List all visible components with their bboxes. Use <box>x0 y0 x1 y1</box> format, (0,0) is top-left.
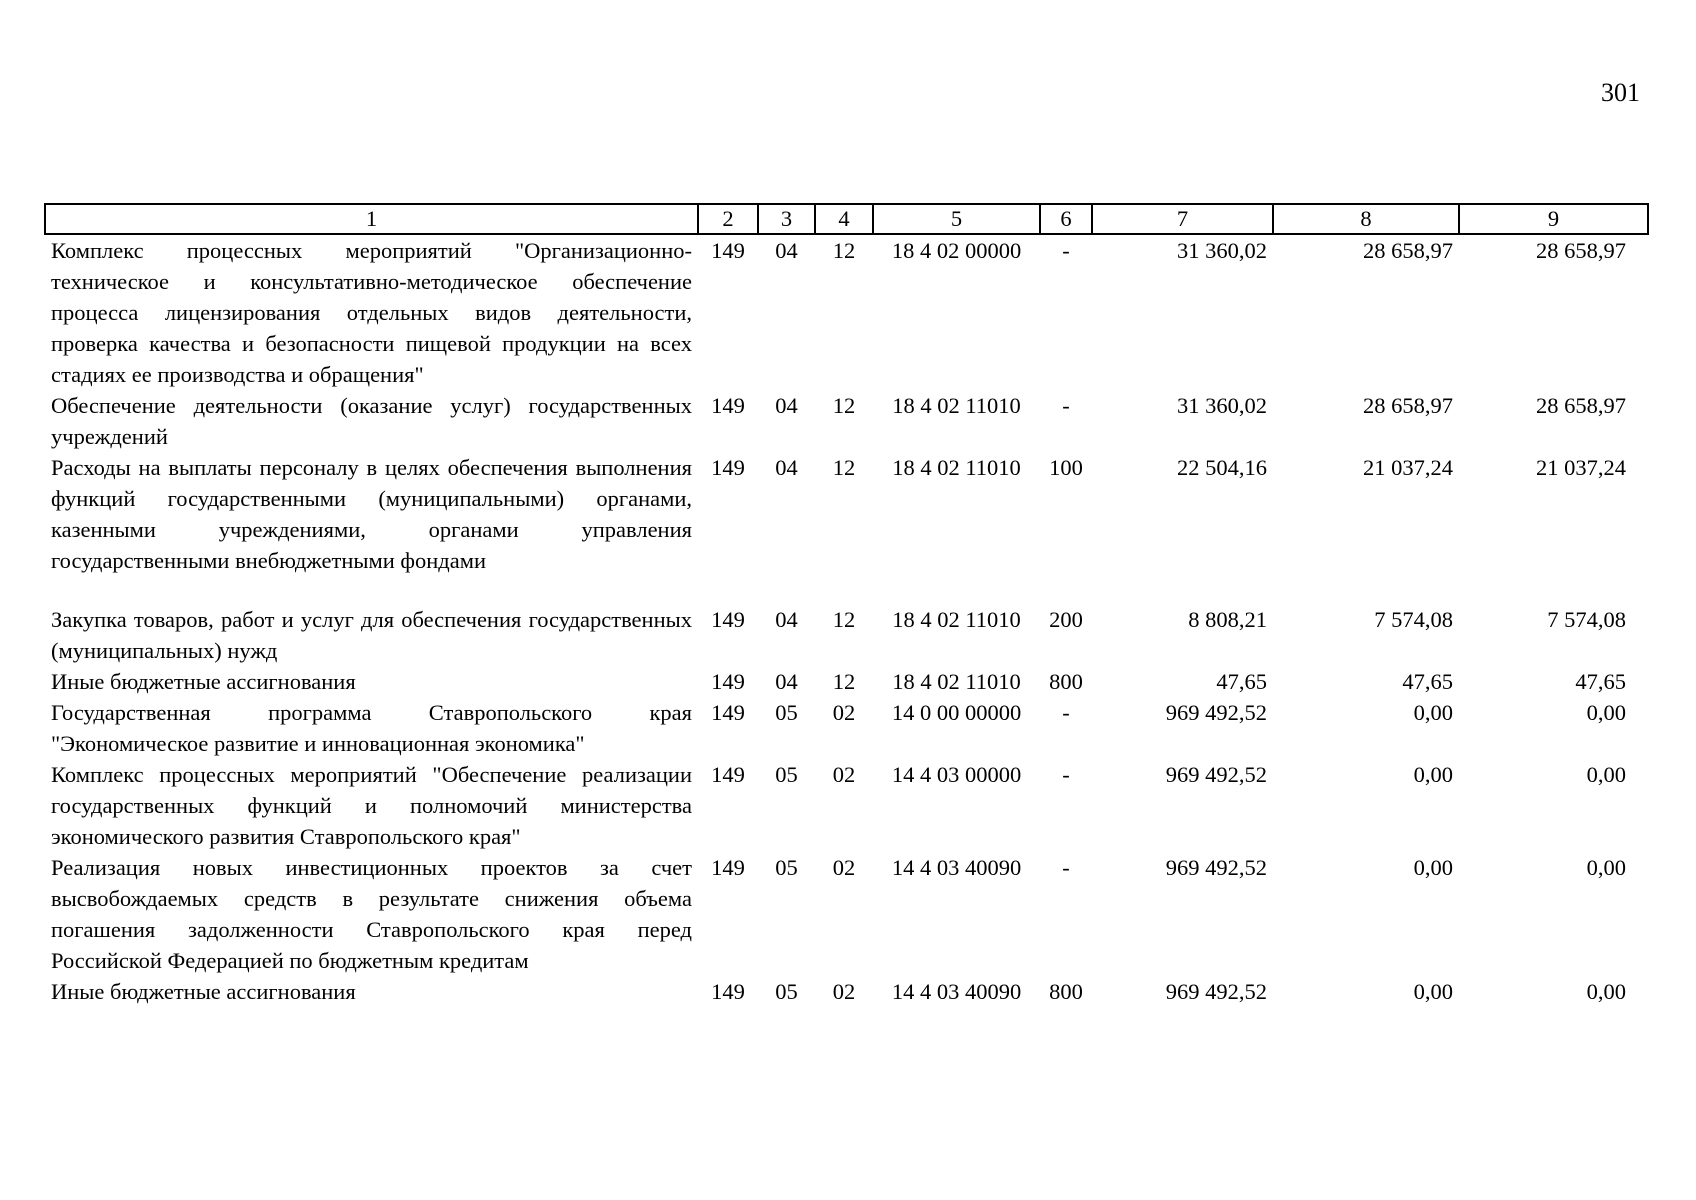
cell-c7: 8 808,21 <box>1188 607 1267 632</box>
column-header-4: 4 <box>815 204 873 234</box>
cell-c8: 0,00 <box>1413 762 1453 787</box>
cell-c2: 149 <box>711 607 745 632</box>
cell-c3: 04 <box>775 455 798 480</box>
cell-c6: - <box>1062 238 1070 263</box>
cell-c5: 14 4 03 40090 <box>891 855 1022 880</box>
cell-c4: 12 <box>832 607 856 632</box>
budget-table <box>44 203 1649 1007</box>
row-name: Расходы на выплаты персоналу в целях обеспечения выполнения функций государственными (муниципальными) органами, казенными учреждениями, органами управления государственными внебюджетными фондами <box>51 455 692 573</box>
cell-c3: 05 <box>775 979 798 1004</box>
cell-c9: 0,00 <box>1586 762 1626 787</box>
cell-c7: 31 360,02 <box>1177 238 1267 263</box>
row-name: Комплекс процессных мероприятий "Обеспечение реализации государственных функций и полномочий министерства экономического развития Ставропольского края" <box>51 762 692 849</box>
row-name: Комплекс процессных мероприятий "Организационно-техническое и консультативно-методическое обеспечение процесса лицензирования отдельных видов деятельности, проверка качества и безопасности пищевой продукции на всех стадиях ее производства и обращения" <box>51 238 692 387</box>
table-row <box>45 234 1648 390</box>
cell-c4: 12 <box>832 393 856 418</box>
column-header-3: 3 <box>758 204 815 234</box>
column-header-5: 5 <box>873 204 1040 234</box>
cell-c7: 22 504,16 <box>1177 455 1267 480</box>
cell-c9: 7 574,08 <box>1547 607 1626 632</box>
cell-c4: 12 <box>832 455 856 480</box>
row-name: Закупка товаров, работ и услуг для обеспечения государственных (муниципальных) нужд <box>51 607 692 663</box>
cell-c8: 7 574,08 <box>1374 607 1453 632</box>
cell-c8: 28 658,97 <box>1363 393 1453 418</box>
cell-c3: 04 <box>775 669 798 694</box>
cell-c6: - <box>1062 700 1070 725</box>
cell-c4: 12 <box>832 669 856 694</box>
cell-c9: 0,00 <box>1586 700 1626 725</box>
cell-c9: 47,65 <box>1575 669 1626 694</box>
cell-c5: 18 4 02 11010 <box>892 607 1021 632</box>
table-row <box>45 976 1648 1007</box>
row-name: Реализация новых инвестиционных проектов за счет высвобождаемых средств в результате снижения объема погашения задолженности Ставропольского края перед Российской Федерацией по бюджетным кредитам <box>51 855 692 973</box>
cell-c6: 200 <box>1049 607 1083 632</box>
cell-c5: 14 4 03 40090 <box>891 979 1022 1004</box>
column-header-1: 1 <box>45 204 698 234</box>
table-row <box>45 697 1648 759</box>
cell-c8: 0,00 <box>1413 855 1453 880</box>
cell-c4: 02 <box>832 979 856 1004</box>
table-row <box>45 759 1648 852</box>
cell-c3: 04 <box>775 393 798 418</box>
cell-c2: 149 <box>711 669 745 694</box>
cell-c9: 0,00 <box>1586 855 1626 880</box>
cell-c3: 05 <box>775 855 798 880</box>
cell-c5: 14 0 00 00000 <box>891 700 1022 725</box>
cell-c5: 14 4 03 00000 <box>891 762 1022 787</box>
row-name: Иные бюджетные ассигнования <box>51 979 356 1004</box>
row-name: Иные бюджетные ассигнования <box>51 669 356 694</box>
cell-c8: 0,00 <box>1413 700 1453 725</box>
cell-c7: 47,65 <box>1216 669 1267 694</box>
cell-c3: 05 <box>775 762 798 787</box>
cell-c2: 149 <box>711 393 745 418</box>
cell-c9: 28 658,97 <box>1536 238 1626 263</box>
cell-c4: 02 <box>832 762 856 787</box>
cell-c2: 149 <box>711 979 745 1004</box>
cell-c6: - <box>1062 393 1070 418</box>
column-header-8: 8 <box>1273 204 1459 234</box>
column-header-6: 6 <box>1040 204 1092 234</box>
cell-c3: 05 <box>775 700 798 725</box>
header-row <box>45 204 1648 234</box>
table-row <box>45 452 1648 604</box>
table-row <box>45 666 1648 697</box>
cell-c2: 149 <box>711 700 745 725</box>
cell-c2: 149 <box>711 455 745 480</box>
cell-c4: 12 <box>832 238 856 263</box>
cell-c7: 969 492,52 <box>1165 979 1267 1004</box>
cell-c3: 04 <box>775 607 798 632</box>
cell-c5: 18 4 02 00000 <box>891 238 1022 263</box>
cell-c6: - <box>1062 855 1070 880</box>
cell-c8: 47,65 <box>1402 669 1453 694</box>
cell-c9: 0,00 <box>1586 979 1626 1004</box>
cell-c4: 02 <box>832 855 856 880</box>
cell-c6: 800 <box>1049 979 1083 1004</box>
cell-c2: 149 <box>711 855 745 880</box>
cell-c5: 18 4 02 11010 <box>892 455 1021 480</box>
cell-c8: 21 037,24 <box>1363 455 1453 480</box>
row-name: Государственная программа Ставропольского края "Экономическое развитие и инновационная экономика" <box>51 700 692 756</box>
cell-c5: 18 4 02 11010 <box>892 393 1021 418</box>
cell-c2: 149 <box>711 238 745 263</box>
cell-c9: 21 037,24 <box>1536 455 1626 480</box>
table-row <box>45 390 1648 452</box>
row-name: Обеспечение деятельности (оказание услуг) государственных учреждений <box>51 393 692 449</box>
column-header-7: 7 <box>1092 204 1273 234</box>
cell-c7: 969 492,52 <box>1165 855 1267 880</box>
cell-c8: 0,00 <box>1413 979 1453 1004</box>
cell-c2: 149 <box>711 762 745 787</box>
cell-c4: 02 <box>832 700 856 725</box>
cell-c7: 969 492,52 <box>1165 700 1267 725</box>
cell-c6: 100 <box>1049 455 1083 480</box>
cell-c8: 28 658,97 <box>1363 238 1453 263</box>
cell-c5: 18 4 02 11010 <box>892 669 1021 694</box>
table-row <box>45 852 1648 976</box>
cell-c6: 800 <box>1049 669 1083 694</box>
cell-c3: 04 <box>775 238 798 263</box>
table-row <box>45 604 1648 666</box>
column-header-9: 9 <box>1459 204 1648 234</box>
cell-c6: - <box>1062 762 1070 787</box>
page-number: 301 <box>1601 78 1640 107</box>
column-header-2: 2 <box>698 204 758 234</box>
cell-c7: 31 360,02 <box>1177 393 1267 418</box>
cell-c9: 28 658,97 <box>1536 393 1626 418</box>
cell-c7: 969 492,52 <box>1165 762 1267 787</box>
